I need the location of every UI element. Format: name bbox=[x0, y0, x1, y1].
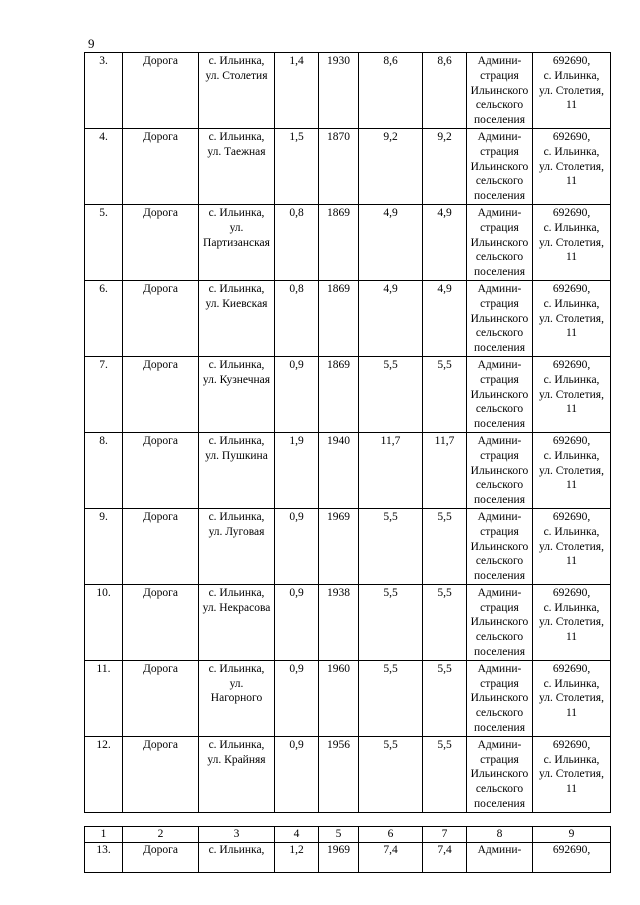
cell-address bbox=[199, 584, 275, 660]
column-number: 9 bbox=[533, 827, 611, 843]
cell-address bbox=[199, 204, 275, 280]
cell-organization bbox=[467, 356, 533, 432]
cell-owner-address-line: 11 bbox=[565, 175, 578, 188]
cell-value-1: 8,6 bbox=[359, 53, 423, 129]
cell-length: 0,8 bbox=[275, 280, 319, 356]
cell-owner-address bbox=[533, 432, 611, 508]
cell-organization-line: поселения bbox=[474, 494, 525, 507]
cell-owner-address-line: 11 bbox=[565, 479, 578, 492]
cell-value-2: 9,2 bbox=[423, 128, 467, 204]
cell-type: Дорога bbox=[123, 843, 199, 873]
cell-type: Дорога bbox=[123, 584, 199, 660]
cell-year: 1956 bbox=[319, 736, 359, 812]
cell-owner-address-line: 692690, bbox=[552, 510, 591, 523]
cell-organization-line: поселения bbox=[474, 342, 525, 355]
cell-length: 1,9 bbox=[275, 432, 319, 508]
cell-owner-address bbox=[533, 356, 611, 432]
cell-address: с. Ильинка, bbox=[199, 843, 275, 873]
cell-organization bbox=[467, 280, 533, 356]
cell-value-2: 5,5 bbox=[423, 356, 467, 432]
cell-owner-address bbox=[533, 660, 611, 736]
cell-address-line: с. Ильинка, bbox=[208, 206, 265, 219]
cell-number: 5. bbox=[85, 204, 123, 280]
cell-owner-address bbox=[533, 584, 611, 660]
cell-address bbox=[199, 736, 275, 812]
cell-organization-line: Ильинского bbox=[470, 540, 529, 553]
cell-organization-line: поселения bbox=[474, 418, 525, 431]
cell-address bbox=[199, 660, 275, 736]
cell-organization-line: страция bbox=[480, 373, 519, 386]
cell-number: 12. bbox=[85, 736, 123, 812]
cell-value-1: 5,5 bbox=[359, 660, 423, 736]
cell-organization-line: страция bbox=[480, 525, 519, 538]
cell-owner-address-line: ул. Столетия, bbox=[539, 540, 604, 553]
cell-type: Дорога bbox=[123, 53, 199, 129]
cell-owner-address-line: 692690, bbox=[552, 358, 591, 371]
cell-organization bbox=[467, 128, 533, 204]
cell-length: 0,9 bbox=[275, 660, 319, 736]
cell-address-line: ул. bbox=[229, 221, 244, 234]
cell-type: Дорога bbox=[123, 432, 199, 508]
cell-value-2: 5,5 bbox=[423, 660, 467, 736]
cell-owner-address-line: с. Ильинка, bbox=[543, 601, 600, 614]
cell-value-1: 5,5 bbox=[359, 584, 423, 660]
cell-address-line: Партизанская bbox=[203, 236, 270, 249]
cell-year: 1869 bbox=[319, 356, 359, 432]
cell-owner-address-line: 692690, bbox=[552, 586, 591, 599]
cell-organization-line: Ильинского bbox=[470, 160, 529, 173]
cell-number: 10. bbox=[85, 584, 123, 660]
cell-organization-line: страция bbox=[480, 677, 519, 690]
cell-owner-address-line: 692690, bbox=[552, 130, 591, 143]
cell-value-1: 11,7 bbox=[359, 432, 423, 508]
cell-value-2: 5,5 bbox=[423, 584, 467, 660]
cell-owner-address-line: ул. Столетия, bbox=[539, 388, 604, 401]
cell-owner-address-line: 11 bbox=[565, 99, 578, 112]
cell-organization-line: Админи- bbox=[477, 434, 522, 447]
cell-owner-address: 692690, bbox=[533, 843, 611, 873]
cell-number: 8. bbox=[85, 432, 123, 508]
cell-address-line: ул. Некрасова bbox=[202, 601, 271, 614]
cell-owner-address-line: ул. Столетия, bbox=[539, 464, 604, 477]
cell-length: 1,4 bbox=[275, 53, 319, 129]
cell-owner-address bbox=[533, 128, 611, 204]
cell-address-line: с. Ильинка, bbox=[208, 662, 265, 675]
cell-year: 1960 bbox=[319, 660, 359, 736]
cell-organization-line: Ильинского bbox=[470, 768, 529, 781]
cell-value-2: 8,6 bbox=[423, 53, 467, 129]
table-row bbox=[85, 432, 611, 508]
table-row bbox=[85, 128, 611, 204]
table-row bbox=[85, 736, 611, 812]
cell-organization-line: Админи- bbox=[477, 738, 522, 751]
cell-owner-address bbox=[533, 508, 611, 584]
cell-organization bbox=[467, 508, 533, 584]
cell-organization-line: Админи- bbox=[477, 662, 522, 675]
cell-owner-address-line: с. Ильинка, bbox=[543, 69, 600, 82]
cell-address-line: с. Ильинка, bbox=[208, 282, 265, 295]
cell-organization-line: сельского bbox=[475, 251, 524, 264]
cell-length: 0,9 bbox=[275, 356, 319, 432]
cell-address-line: ул. Пушкина bbox=[205, 449, 268, 462]
cell-address-line: ул. Столетия bbox=[205, 69, 268, 82]
cell-organization-line: поселения bbox=[474, 114, 525, 127]
cell-owner-address-line: ул. Столетия, bbox=[539, 616, 604, 629]
cell-owner-address-line: с. Ильинка, bbox=[543, 753, 600, 766]
cell-value-1: 5,5 bbox=[359, 356, 423, 432]
cell-owner-address-line: 692690, bbox=[552, 55, 591, 67]
cell-owner-address-line: с. Ильинка, bbox=[543, 145, 600, 158]
cell-owner-address-line: 11 bbox=[565, 783, 578, 796]
cell-owner-address-line: с. Ильинка, bbox=[543, 525, 600, 538]
cell-owner-address-line: 692690, bbox=[552, 434, 591, 447]
cell-value-2: 5,5 bbox=[423, 736, 467, 812]
cell-owner-address-line: 692690, bbox=[552, 206, 591, 219]
cell-organization-line: сельского bbox=[475, 327, 524, 340]
cell-owner-address-line: ул. Столетия, bbox=[539, 312, 604, 325]
cell-address-line: ул. Киевская bbox=[205, 297, 268, 310]
cell-organization-line: сельского bbox=[475, 555, 524, 568]
cell-address bbox=[199, 53, 275, 129]
cell-address-line: с. Ильинка, bbox=[208, 130, 265, 143]
cell-organization-line: Админи- bbox=[477, 586, 522, 599]
continuation-table bbox=[84, 826, 611, 873]
cell-organization bbox=[467, 204, 533, 280]
cell-organization-line: Админи- bbox=[477, 358, 522, 371]
cell-organization-line: Админи- bbox=[477, 282, 522, 295]
cell-number: 13. bbox=[85, 843, 123, 873]
cell-organization-line: страция bbox=[480, 449, 519, 462]
cell-year: 1869 bbox=[319, 204, 359, 280]
cell-length: 0,8 bbox=[275, 204, 319, 280]
cell-address-line: ул. Луговая bbox=[208, 525, 265, 538]
table-row bbox=[85, 843, 611, 873]
cell-organization bbox=[467, 736, 533, 812]
cell-owner-address-line: с. Ильинка, bbox=[543, 221, 600, 234]
cell-owner-address-line: ул. Столетия, bbox=[539, 236, 604, 249]
cell-owner-address-line: ул. Столетия, bbox=[539, 84, 604, 97]
cell-year: 1870 bbox=[319, 128, 359, 204]
column-number: 8 bbox=[467, 827, 533, 843]
cell-organization-line: поселения bbox=[474, 722, 525, 735]
cell-owner-address-line: 11 bbox=[565, 631, 578, 644]
cell-address-line: с. Ильинка, bbox=[208, 55, 265, 67]
cell-type: Дорога bbox=[123, 660, 199, 736]
cell-type: Дорога bbox=[123, 356, 199, 432]
column-number: 1 bbox=[85, 827, 123, 843]
cell-year: 1869 bbox=[319, 280, 359, 356]
column-number: 4 bbox=[275, 827, 319, 843]
table-row bbox=[85, 356, 611, 432]
cell-owner-address bbox=[533, 204, 611, 280]
cell-length: 0,9 bbox=[275, 736, 319, 812]
cell-address-line: с. Ильинка, bbox=[208, 358, 265, 371]
cell-owner-address bbox=[533, 736, 611, 812]
cell-type: Дорога bbox=[123, 204, 199, 280]
cell-address-line: с. Ильинка, bbox=[208, 586, 265, 599]
cell-organization-line: Админи- bbox=[477, 55, 522, 67]
cell-number: 3. bbox=[85, 53, 123, 129]
cell-organization-line: сельского bbox=[475, 479, 524, 492]
cell-year: 1930 bbox=[319, 53, 359, 129]
cell-organization-line: Админи- bbox=[477, 206, 522, 219]
cell-organization-line: страция bbox=[480, 145, 519, 158]
cell-organization-line: поселения bbox=[474, 798, 525, 811]
cell-owner-address-line: с. Ильинка, bbox=[543, 297, 600, 310]
cell-organization-line: сельского bbox=[475, 99, 524, 112]
cell-owner-address-line: 11 bbox=[565, 403, 578, 416]
cell-address bbox=[199, 280, 275, 356]
column-number: 7 bbox=[423, 827, 467, 843]
cell-owner-address-line: 11 bbox=[565, 707, 578, 720]
cell-owner-address-line: 11 bbox=[565, 327, 578, 340]
cell-address-line: ул. Таежная bbox=[207, 145, 266, 158]
cell-organization-line: сельского bbox=[475, 175, 524, 188]
page-number: 9 bbox=[88, 36, 95, 51]
cell-type: Дорога bbox=[123, 736, 199, 812]
cell-year: 1940 bbox=[319, 432, 359, 508]
cell-organization-line: сельского bbox=[475, 403, 524, 416]
cell-organization: Админи- bbox=[467, 843, 533, 873]
cell-organization-line: Ильинского bbox=[470, 312, 529, 325]
cell-organization bbox=[467, 432, 533, 508]
cell-number: 6. bbox=[85, 280, 123, 356]
cell-value-2: 4,9 bbox=[423, 204, 467, 280]
cell-value-1: 4,9 bbox=[359, 280, 423, 356]
cell-year: 1969 bbox=[319, 508, 359, 584]
cell-length: 1,2 bbox=[275, 843, 319, 873]
cell-address bbox=[199, 356, 275, 432]
cell-organization-line: Админи- bbox=[477, 130, 522, 143]
cell-organization-line: страция bbox=[480, 297, 519, 310]
cell-address-line: ул. bbox=[229, 677, 244, 690]
table-row bbox=[85, 280, 611, 356]
column-number-row bbox=[85, 827, 611, 843]
cell-value-2: 5,5 bbox=[423, 508, 467, 584]
cell-organization-line: Ильинского bbox=[470, 388, 529, 401]
cell-organization-line: сельского bbox=[475, 783, 524, 796]
cell-organization bbox=[467, 660, 533, 736]
cell-length: 0,9 bbox=[275, 508, 319, 584]
cell-owner-address-line: с. Ильинка, bbox=[543, 677, 600, 690]
cell-organization-line: страция bbox=[480, 753, 519, 766]
cell-owner-address-line: ул. Столетия, bbox=[539, 692, 604, 705]
cell-owner-address-line: с. Ильинка, bbox=[543, 373, 600, 386]
cell-number: 9. bbox=[85, 508, 123, 584]
cell-number: 11. bbox=[85, 660, 123, 736]
cell-owner-address-line: 692690, bbox=[552, 738, 591, 751]
table-row bbox=[85, 53, 611, 129]
cell-organization bbox=[467, 53, 533, 129]
cell-owner-address-line: с. Ильинка, bbox=[543, 449, 600, 462]
cell-length: 1,5 bbox=[275, 128, 319, 204]
cell-value-1: 7,4 bbox=[359, 843, 423, 873]
cell-value-1: 5,5 bbox=[359, 508, 423, 584]
cell-type: Дорога bbox=[123, 508, 199, 584]
cell-length: 0,9 bbox=[275, 584, 319, 660]
cell-type: Дорога bbox=[123, 280, 199, 356]
table-row bbox=[85, 660, 611, 736]
cell-organization-line: поселения bbox=[474, 266, 525, 279]
cell-address bbox=[199, 432, 275, 508]
cell-owner-address-line: 692690, bbox=[552, 282, 591, 295]
cell-address-line: ул. Кузнечная bbox=[202, 373, 271, 386]
cell-value-1: 9,2 bbox=[359, 128, 423, 204]
cell-organization-line: Ильинского bbox=[470, 84, 529, 97]
cell-organization-line: поселения bbox=[474, 570, 525, 583]
cell-owner-address bbox=[533, 280, 611, 356]
cell-address-line: с. Ильинка, bbox=[208, 510, 265, 523]
cell-owner-address-line: 11 bbox=[565, 251, 578, 264]
column-number: 5 bbox=[319, 827, 359, 843]
cell-owner-address-line: ул. Столетия, bbox=[539, 768, 604, 781]
cell-owner-address bbox=[533, 53, 611, 129]
cell-value-2: 7,4 bbox=[423, 843, 467, 873]
column-number: 2 bbox=[123, 827, 199, 843]
column-number: 3 bbox=[199, 827, 275, 843]
cell-value-2: 4,9 bbox=[423, 280, 467, 356]
cell-value-1: 4,9 bbox=[359, 204, 423, 280]
cell-organization-line: страция bbox=[480, 69, 519, 82]
cell-year: 1938 bbox=[319, 584, 359, 660]
cell-organization-line: Ильинского bbox=[470, 616, 529, 629]
cell-address bbox=[199, 508, 275, 584]
cell-year: 1969 bbox=[319, 843, 359, 873]
table-row bbox=[85, 204, 611, 280]
table-row bbox=[85, 508, 611, 584]
cell-address-line: ул. Крайняя bbox=[207, 753, 266, 766]
cell-organization bbox=[467, 584, 533, 660]
cell-address bbox=[199, 128, 275, 204]
cell-organization-line: сельского bbox=[475, 631, 524, 644]
cell-organization-line: Ильинского bbox=[470, 464, 529, 477]
cell-owner-address-line: 692690, bbox=[552, 662, 591, 675]
cell-organization-line: поселения bbox=[474, 190, 525, 203]
cell-organization-line: страция bbox=[480, 601, 519, 614]
cell-number: 7. bbox=[85, 356, 123, 432]
cell-number: 4. bbox=[85, 128, 123, 204]
cell-organization-line: сельского bbox=[475, 707, 524, 720]
cell-owner-address-line: ул. Столетия, bbox=[539, 160, 604, 173]
cell-organization-line: Ильинского bbox=[470, 236, 529, 249]
column-number: 6 bbox=[359, 827, 423, 843]
cell-value-2: 11,7 bbox=[423, 432, 467, 508]
cell-organization-line: Ильинского bbox=[470, 692, 529, 705]
cell-organization-line: страция bbox=[480, 221, 519, 234]
cell-owner-address-line: 11 bbox=[565, 555, 578, 568]
table-row bbox=[85, 584, 611, 660]
cell-value-1: 5,5 bbox=[359, 736, 423, 812]
cell-organization-line: Админи- bbox=[477, 510, 522, 523]
cell-type: Дорога bbox=[123, 128, 199, 204]
cell-organization-line: поселения bbox=[474, 646, 525, 659]
cell-address-line: с. Ильинка, bbox=[208, 738, 265, 751]
cell-address-line: с. Ильинка, bbox=[208, 434, 265, 447]
cell-address-line: Нагорного bbox=[210, 692, 263, 705]
roads-table bbox=[84, 52, 611, 813]
